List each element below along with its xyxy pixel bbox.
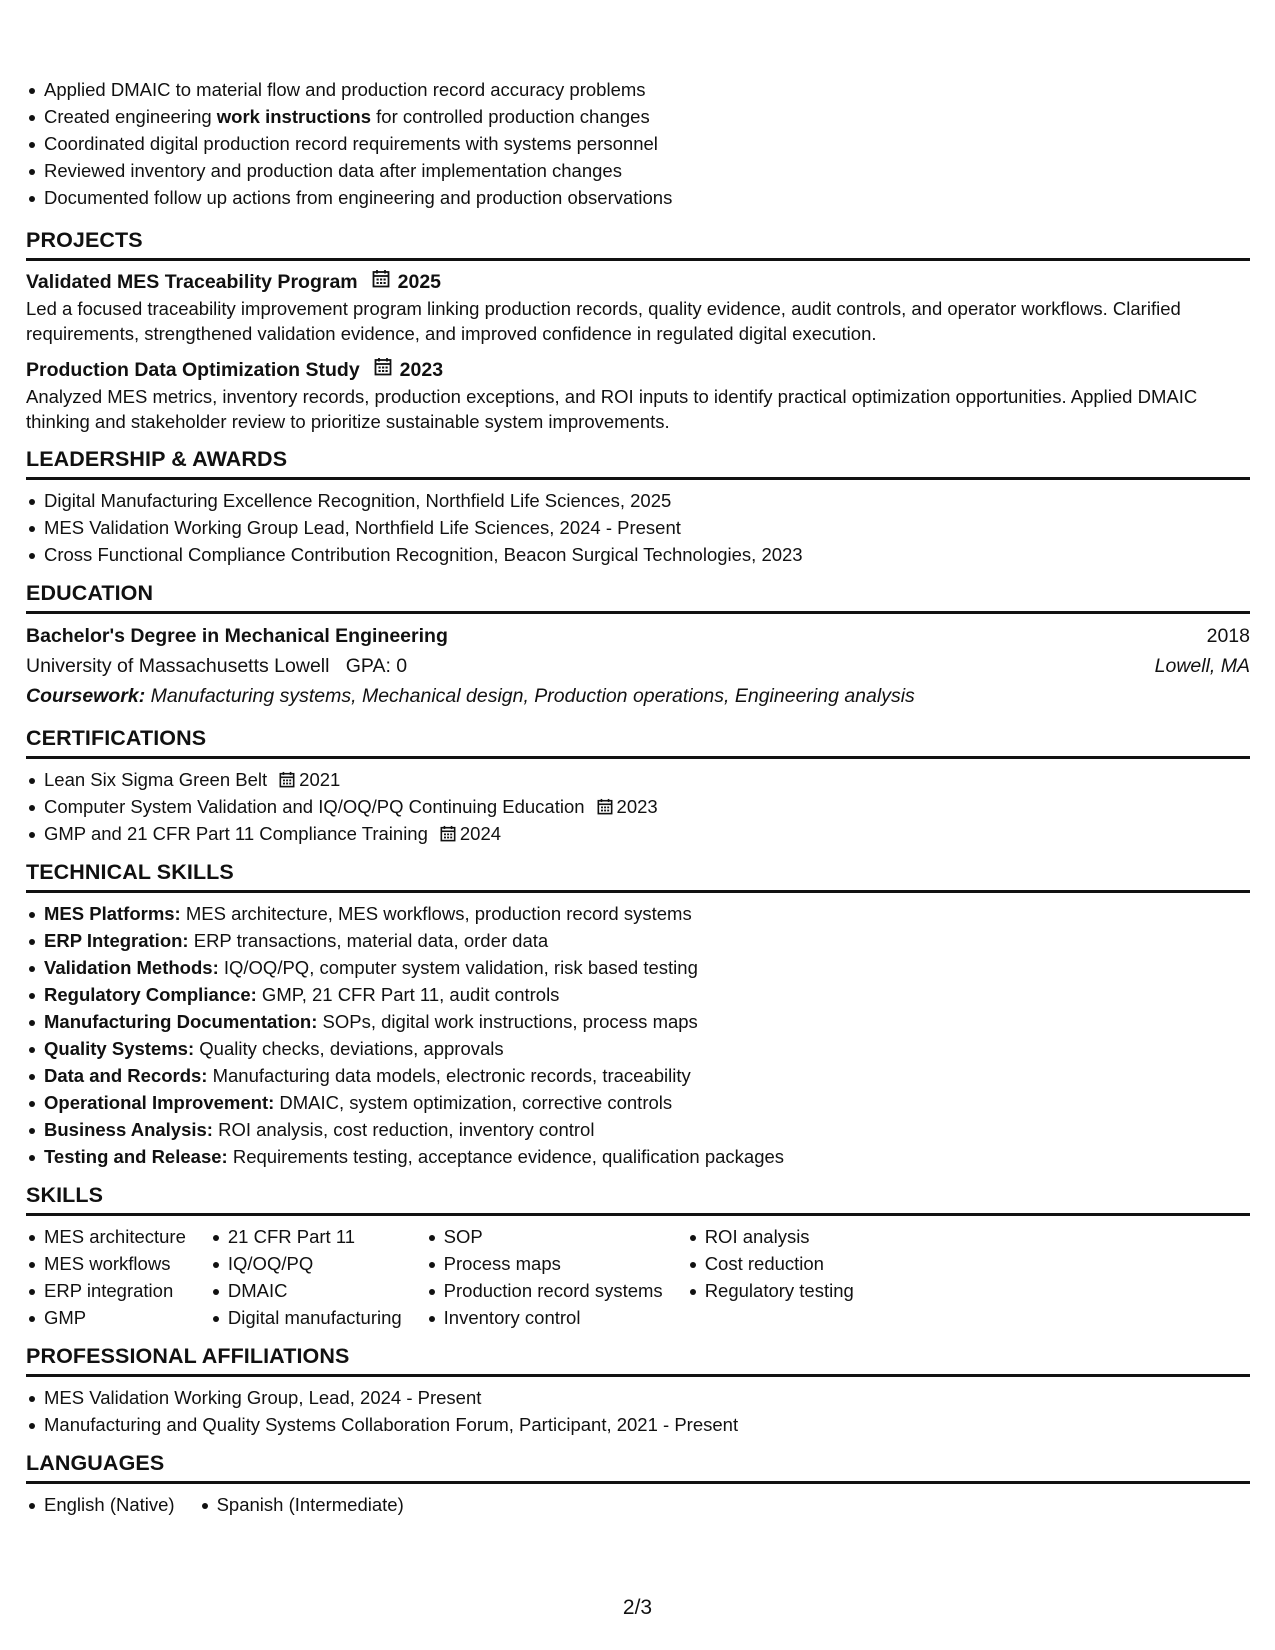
cert-name: GMP and 21 CFR Part 11 Compliance Training <box>44 823 428 844</box>
list-item: MES Validation Working Group, Lead, 2024 - Present <box>26 1384 1250 1411</box>
section-heading-leadership: LEADERSHIP & AWARDS <box>26 446 1250 480</box>
coursework-label: Coursework: <box>26 685 146 707</box>
list-item: Manufacturing Documentation: SOPs, digital work instructions, process maps <box>26 1008 1250 1035</box>
list-item: MES Validation Working Group Lead, Northfield Life Sciences, 2024 - Present <box>26 514 1250 541</box>
section-heading-skills: SKILLS <box>26 1182 1250 1216</box>
list-item: English (Native) <box>26 1491 175 1518</box>
calendar-icon <box>279 768 295 795</box>
list-item: GMP <box>26 1304 186 1331</box>
coursework-text: Manufacturing systems, Mechanical design, Production operations, Engineering analysis <box>150 685 915 707</box>
project-entry <box>26 356 1250 434</box>
resume-page <box>26 76 1250 1518</box>
skills-column <box>426 1223 663 1331</box>
experience-bullets <box>26 76 1250 211</box>
page-number: 2/3 <box>622 1596 653 1619</box>
cert-name: Computer System Validation and IQ/OQ/PQ Continuing Education <box>44 796 585 817</box>
list-item <box>26 793 1250 820</box>
list-item: MES architecture <box>26 1223 186 1250</box>
section-heading-technical-skills: TECHNICAL SKILLS <box>26 859 1250 893</box>
calendar-icon <box>440 822 456 849</box>
list-item <box>26 820 1250 847</box>
school-name: University of Massachusetts Lowell <box>26 655 330 677</box>
project-year: 2023 <box>399 359 444 381</box>
list-item: Regulatory testing <box>687 1277 854 1304</box>
list-item: IQ/OQ/PQ <box>210 1250 402 1277</box>
list-item <box>26 766 1250 793</box>
list-item: Cost reduction <box>687 1250 854 1277</box>
list-item: Data and Records: Manufacturing data models, electronic records, traceability <box>26 1062 1250 1089</box>
gpa: GPA: 0 <box>345 655 408 677</box>
list-item: Regulatory Compliance: GMP, 21 CFR Part 11, audit controls <box>26 981 1250 1008</box>
cert-name: Lean Six Sigma Green Belt <box>44 769 268 790</box>
list-item: Digital Manufacturing Excellence Recognition, Northfield Life Sciences, 2025 <box>26 487 1250 514</box>
project-description: Led a focused traceability improvement program linking production records, quality evidence, audit controls, and operator workflows. Clarified requirements, strengthened validation evidence, and improved confidence in regulated digital execution. <box>26 298 1181 344</box>
list-item: Validation Methods: IQ/OQ/PQ, computer system validation, risk based testing <box>26 954 1250 981</box>
project-description: Analyzed MES metrics, inventory records, production exceptions, and ROI inputs to identify practical optimization opportunities. Applied DMAIC thinking and stakeholder review to prioritize sustainable system improvements. <box>26 386 1198 432</box>
degree-title: Bachelor's Degree in Mechanical Engineering <box>26 625 448 647</box>
list-item: Inventory control <box>426 1304 663 1331</box>
skills-column <box>687 1223 854 1331</box>
technical-skills-list <box>26 900 1250 1170</box>
project-entry <box>26 268 1250 346</box>
coursework <box>26 681 1250 711</box>
section-heading-education: EDUCATION <box>26 580 1250 614</box>
calendar-icon <box>597 795 613 822</box>
list-item: MES workflows <box>26 1250 186 1277</box>
list-item: SOP <box>426 1223 663 1250</box>
list-item: Reviewed inventory and production data after implementation changes <box>26 157 1250 184</box>
graduation-year: 2018 <box>1206 625 1250 647</box>
list-item: Manufacturing and Quality Systems Collaboration Forum, Participant, 2021 - Present <box>26 1411 1250 1438</box>
list-item: ERP integration <box>26 1277 186 1304</box>
cert-year: 2023 <box>616 796 658 817</box>
list-item: DMAIC <box>210 1277 402 1304</box>
skills-column <box>210 1223 402 1331</box>
languages-list <box>26 1491 1250 1518</box>
project-title: Production Data Optimization Study <box>26 359 360 381</box>
section-heading-projects: PROJECTS <box>26 227 1250 261</box>
calendar-icon <box>372 268 390 296</box>
list-item: Operational Improvement: DMAIC, system optimization, corrective controls <box>26 1089 1250 1116</box>
list-item: ROI analysis <box>687 1223 854 1250</box>
list-item: ERP Integration: ERP transactions, material data, order data <box>26 927 1250 954</box>
project-year: 2025 <box>397 271 442 293</box>
list-item: Spanish (Intermediate) <box>199 1491 404 1518</box>
list-item: Testing and Release: Requirements testing, acceptance evidence, qualification packages <box>26 1143 1250 1170</box>
affiliations-list <box>26 1384 1250 1438</box>
list-item: 21 CFR Part 11 <box>210 1223 402 1250</box>
skills-column <box>26 1223 186 1331</box>
list-item: Coordinated digital production record requirements with systems personnel <box>26 130 1250 157</box>
list-item: Digital manufacturing <box>210 1304 402 1331</box>
cert-year: 2024 <box>459 823 502 844</box>
list-item: Business Analysis: ROI analysis, cost reduction, inventory control <box>26 1116 1250 1143</box>
list-item: Process maps <box>426 1250 663 1277</box>
cert-year: 2021 <box>299 769 341 790</box>
education-entry <box>26 621 1250 711</box>
section-heading-certifications: CERTIFICATIONS <box>26 725 1250 759</box>
list-item: Production record systems <box>426 1277 663 1304</box>
list-item: Documented follow up actions from engineering and production observations <box>26 184 1250 211</box>
leadership-list <box>26 487 1250 568</box>
project-title: Validated MES Traceability Program <box>26 271 358 293</box>
list-item: MES Platforms: MES architecture, MES workflows, production record systems <box>26 900 1250 927</box>
list-item: Cross Functional Compliance Contribution Recognition, Beacon Surgical Technologies, 2023 <box>26 541 1250 568</box>
school-location: Lowell, MA <box>1154 655 1250 677</box>
calendar-icon <box>374 356 392 384</box>
certifications-list <box>26 766 1250 847</box>
section-heading-languages: LANGUAGES <box>26 1450 1250 1484</box>
skills-columns <box>26 1223 1250 1331</box>
section-heading-affiliations: PROFESSIONAL AFFILIATIONS <box>26 1343 1250 1377</box>
list-item: Applied DMAIC to material flow and production record accuracy problems <box>26 76 1250 103</box>
list-item: Quality Systems: Quality checks, deviations, approvals <box>26 1035 1250 1062</box>
list-item: Created engineering work instructions for controlled production changes <box>26 103 1250 130</box>
